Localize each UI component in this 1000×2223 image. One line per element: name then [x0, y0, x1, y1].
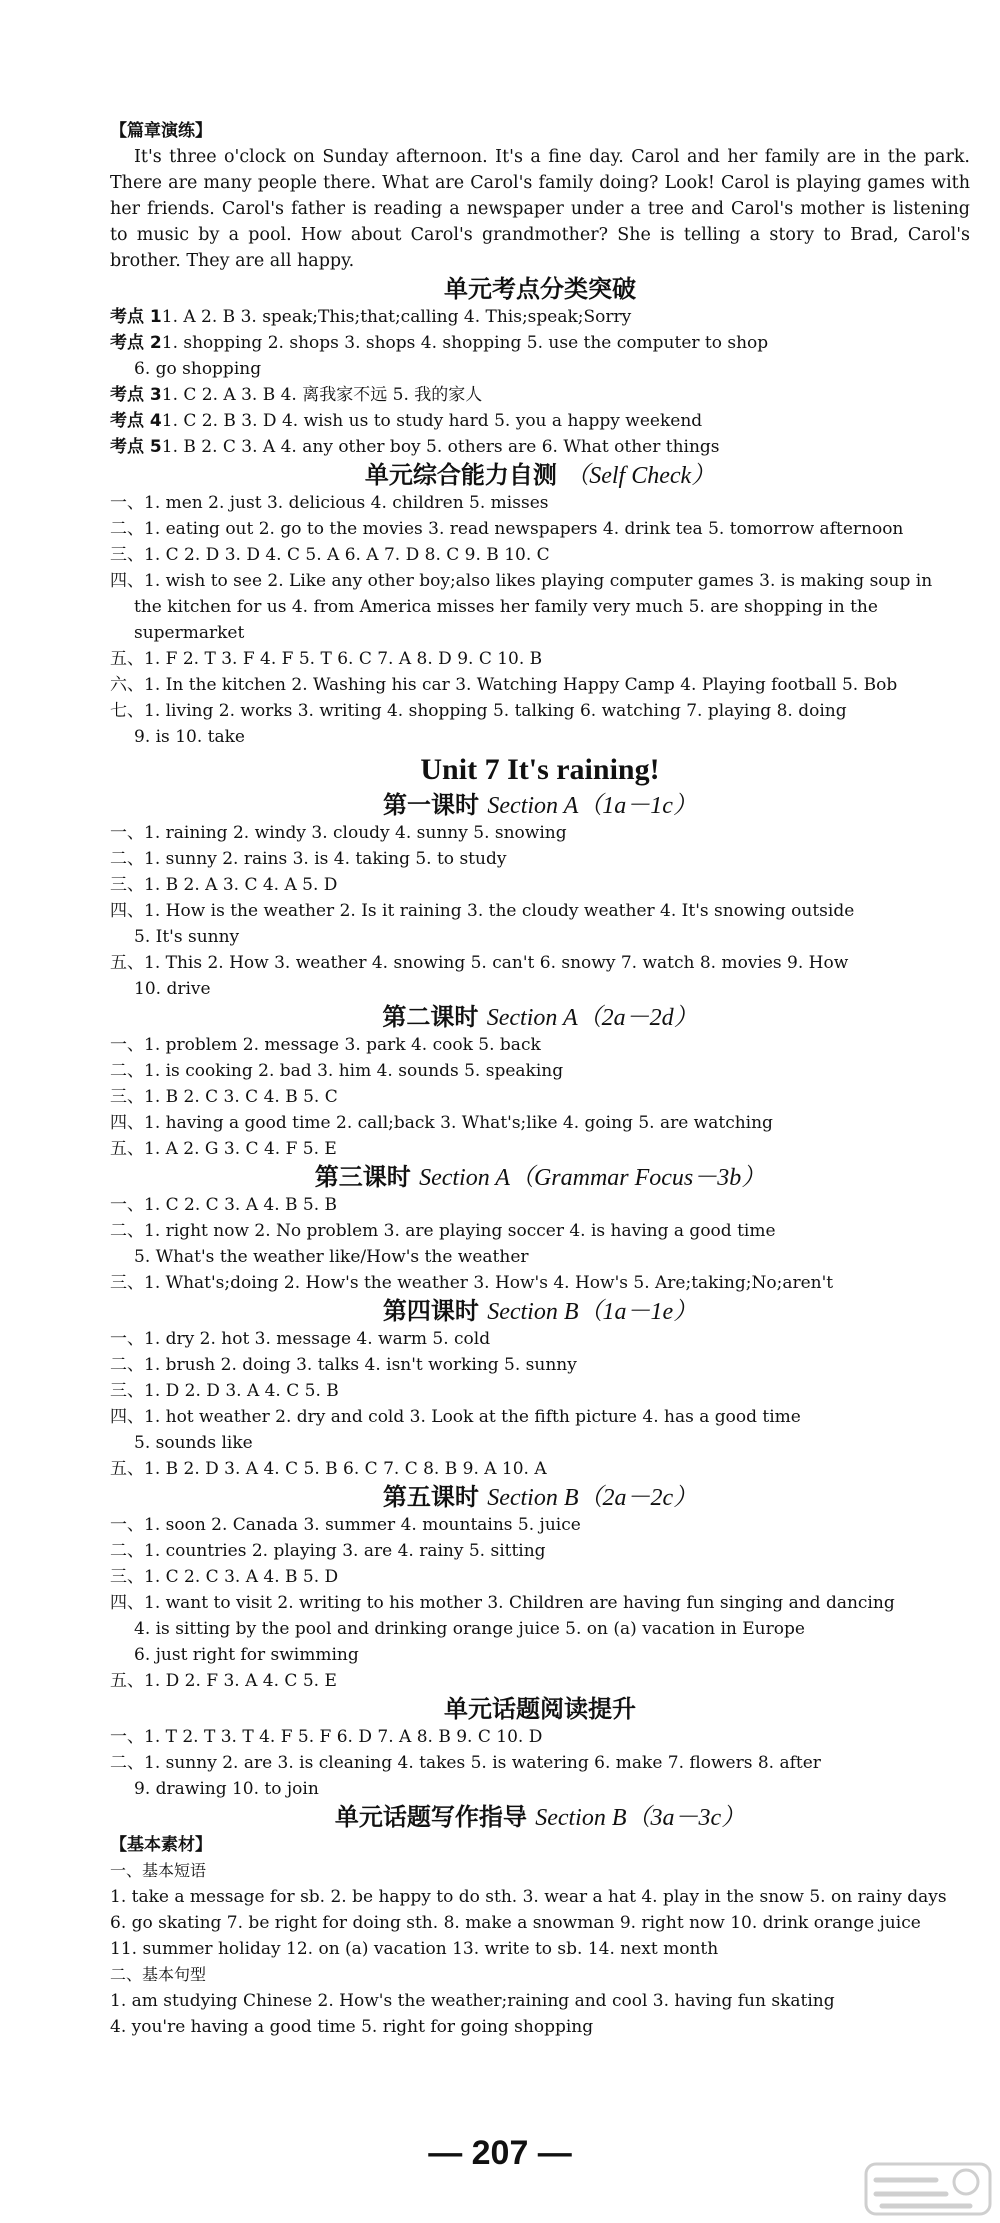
section-title: 单元话题阅读提升 — [444, 1694, 636, 1723]
answer-line — [110, 1642, 970, 1668]
answer-text: 1. C 2. D 3. D 4. C 5. A 6. A 7. D 8. C 9. B 10. C — [144, 545, 550, 565]
answer-line — [110, 1616, 970, 1642]
phrases-subheading: 一、基本短语 — [110, 1861, 207, 1880]
section-title: 第二课时 — [382, 1002, 479, 1031]
answer-text: 1. How is the weather 2. Is it raining 3. the cloudy weather 4. It's snowing outside — [144, 901, 855, 921]
answer-text: 1. sunny 2. rains 3. is 4. taking 5. to study — [144, 849, 507, 869]
answer-text: 1. raining 2. windy 3. cloudy 4. sunny 5. snowing — [144, 823, 567, 843]
answer-text: 1. eating out 2. go to the movies 3. read newspapers 4. drink tea 5. tomorrow afternoon — [144, 519, 904, 539]
answer-line — [110, 846, 970, 872]
answer-text: 1. A 2. G 3. C 4. F 5. E — [144, 1139, 337, 1159]
answer-label: 二、 — [110, 849, 144, 869]
answer-line — [110, 646, 970, 672]
answer-text: 1. D 2. F 3. A 4. C 5. E — [144, 1671, 337, 1691]
answer-line — [110, 1404, 970, 1430]
answer-line — [110, 1776, 970, 1802]
answer-line — [110, 1378, 970, 1404]
answer-label: 六、 — [110, 675, 144, 695]
answer-text: 1. brush 2. doing 3. talks 4. isn't working 5. sunny — [144, 1355, 577, 1375]
answer-line — [110, 1564, 970, 1590]
answer-line — [110, 672, 970, 698]
answer-text: 10. drive — [134, 979, 211, 999]
section-subtitle: Section B（3a－3c） — [535, 1805, 746, 1831]
section-title: 单元综合能力自测 — [364, 460, 557, 489]
answer-text: 1. wish to see 2. Like any other boy;also likes playing computer games 3. is making soup in — [144, 571, 933, 591]
answer-text: 1. A 2. B 3. speak;This;that;calling 4. This;speak;Sorry — [161, 307, 632, 327]
section-subtitle: Section B（2a－2c） — [487, 1485, 698, 1511]
answer-label: 一、 — [110, 823, 144, 843]
answer-text: 1. is cooking 2. bad 3. him 4. sounds 5. speaking — [144, 1061, 564, 1081]
answer-text: 9. is 10. take — [134, 727, 245, 747]
answer-line — [110, 1270, 970, 1296]
sentence-line: 1. am studying Chinese 2. How's the weather;raining and cool 3. having fun skating — [110, 1991, 835, 2011]
sentence-line: 4. you're having a good time 5. right for going shopping — [110, 2017, 594, 2037]
answer-line — [110, 568, 970, 594]
section-heading — [110, 1482, 970, 1512]
answer-text: 1. hot weather 2. dry and cold 3. Look at the fifth picture 4. has a good time — [144, 1407, 801, 1427]
answer-line — [110, 490, 970, 516]
answer-line — [110, 1192, 970, 1218]
answer-label: 三、 — [110, 1087, 144, 1107]
answer-text: 1. sunny 2. are 3. is cleaning 4. takes 5. is watering 6. make 7. flowers 8. after — [144, 1753, 821, 1773]
section-subtitle: Section A（2a－2d） — [486, 1005, 698, 1031]
answer-line — [110, 1352, 970, 1378]
section-heading — [110, 750, 970, 790]
phrase-line: 1. take a message for sb. 2. be happy to do sth. 3. wear a hat 4. play in the snow 5. on rainy days — [110, 1887, 947, 1907]
answer-text: 9. drawing 10. to join — [134, 1779, 319, 1799]
passage-text: It's three o'clock on Sunday afternoon. It's a fine day. Carol and her family are in the park. There are many people there. What are Carol's family doing? Look! Carol is playing games with her friends. Carol's father is reading a newspaper under a tree and Carol's mother is listening to music by a pool. How about Carol's grandmother? She is telling a story to Brad, Carol's brother. They are all happy. — [110, 147, 970, 271]
answer-line — [110, 1084, 970, 1110]
answer-line — [110, 1724, 970, 1750]
answer-text: 1. soon 2. Canada 3. summer 4. mountains 5. juice — [144, 1515, 581, 1535]
answer-line — [110, 898, 970, 924]
answer-line — [110, 1668, 970, 1694]
watermark-logo — [862, 2160, 994, 2218]
answer-label: 四、 — [110, 1113, 144, 1133]
answer-text: 1. right now 2. No problem 3. are playing soccer 4. is having a good time — [144, 1221, 776, 1241]
answer-label: 一、 — [110, 1035, 144, 1055]
answer-line — [110, 1218, 970, 1244]
answer-line — [110, 620, 970, 646]
answer-label: 考点 2 — [110, 333, 162, 353]
answer-text: 1. F 2. T 3. F 4. F 5. T 6. C 7. A 8. D 9. C 10. B — [144, 649, 543, 669]
section-title: 单元话题写作指导 — [334, 1802, 527, 1831]
sentences-subheading: 二、基本句型 — [110, 1965, 207, 1984]
section-heading — [110, 1296, 970, 1326]
section-heading — [110, 1002, 970, 1032]
section-title: 第三课时 — [314, 1162, 411, 1191]
answer-text: 1. D 2. D 3. A 4. C 5. B — [144, 1381, 339, 1401]
passage-tag: 【篇章演练】 — [110, 121, 212, 141]
answer-label: 五、 — [110, 953, 144, 973]
section-title: 第五课时 — [382, 1482, 479, 1511]
answer-text: supermarket — [134, 623, 245, 643]
answer-text: 6. go shopping — [134, 359, 262, 379]
answer-line — [110, 950, 970, 976]
answer-text: 5. sounds like — [134, 1433, 253, 1453]
answer-label: 七、 — [110, 701, 144, 721]
answer-line — [110, 516, 970, 542]
answer-text: 1. This 2. How 3. weather 4. snowing 5. can't 6. snowy 7. watch 8. movies 9. How — [144, 953, 849, 973]
answer-line — [110, 1750, 970, 1776]
answer-text: 5. What's the weather like/How's the weather — [134, 1247, 529, 1267]
answer-label: 四、 — [110, 1593, 144, 1613]
answer-line — [110, 1512, 970, 1538]
answer-label: 考点 1 — [110, 307, 162, 327]
answer-line — [110, 434, 970, 460]
answer-line — [110, 1058, 970, 1084]
page-number: — 207 — — [428, 2134, 572, 2172]
answer-label: 一、 — [110, 1727, 144, 1747]
answer-label: 考点 4 — [110, 411, 162, 431]
answer-text: 5. It's sunny — [134, 927, 240, 947]
answer-text: 1. problem 2. message 3. park 4. cook 5. back — [144, 1035, 541, 1055]
answer-line — [110, 1538, 970, 1564]
answer-text: 1. shopping 2. shops 3. shops 4. shopping 5. use the computer to shop — [161, 333, 769, 353]
writing-guide — [110, 1832, 970, 2040]
answer-text: 1. What's;doing 2. How's the weather 3. How's 4. How's 5. Are;taking;No;aren't — [144, 1273, 834, 1293]
phrase-line: 6. go skating 7. be right for doing sth. 8. make a snowman 9. right now 10. drink orange juice — [110, 1913, 921, 1933]
section-heading — [110, 274, 970, 304]
answer-line — [110, 1456, 970, 1482]
section-heading — [110, 790, 970, 820]
section-heading — [110, 1694, 970, 1724]
section-subtitle: （Self Check） — [565, 463, 716, 489]
answer-line — [110, 1110, 970, 1136]
answer-label: 二、 — [110, 1355, 144, 1375]
answer-label: 五、 — [110, 649, 144, 669]
answer-label: 四、 — [110, 571, 144, 591]
answer-text: 1. T 2. T 3. T 4. F 5. F 6. D 7. A 8. B 9. C 10. D — [144, 1727, 543, 1747]
answer-line — [110, 594, 970, 620]
answer-line — [110, 924, 970, 950]
answer-label: 三、 — [110, 1567, 144, 1587]
answer-line — [110, 1244, 970, 1270]
answer-text: 1. B 2. A 3. C 4. A 5. D — [144, 875, 338, 895]
answer-text: 1. In the kitchen 2. Washing his car 3. Watching Happy Camp 4. Playing football 5. Bob — [144, 675, 898, 695]
phrase-list — [110, 1884, 970, 1962]
answer-label: 五、 — [110, 1671, 144, 1691]
section-heading — [110, 1162, 970, 1192]
answer-sections — [110, 274, 970, 1832]
answer-text: 1. living 2. works 3. writing 4. shopping 5. talking 6. watching 7. playing 8. doing — [144, 701, 847, 721]
answer-label: 三、 — [110, 1381, 144, 1401]
answer-label: 三、 — [110, 875, 144, 895]
answer-line — [110, 872, 970, 898]
answer-label: 二、 — [110, 1061, 144, 1081]
answer-label: 考点 5 — [110, 437, 162, 457]
answer-label: 一、 — [110, 493, 144, 513]
answer-line — [110, 408, 970, 434]
section-subtitle: Section B（1a－1e） — [487, 1299, 698, 1325]
answer-line — [110, 820, 970, 846]
answer-line — [110, 330, 970, 356]
answer-line — [110, 1032, 970, 1058]
phrase-line: 11. summer holiday 12. on (a) vacation 13. write to sb. 14. next month — [110, 1939, 719, 1959]
answer-label: 五、 — [110, 1139, 144, 1159]
answer-label: 五、 — [110, 1459, 144, 1479]
answer-line — [110, 976, 970, 1002]
section-subtitle: Section A（1a－1c） — [487, 793, 697, 819]
writing-tag: 【基本素材】 — [110, 1835, 212, 1855]
answer-line — [110, 304, 970, 330]
answer-line — [110, 1136, 970, 1162]
answer-text: 1. countries 2. playing 3. are 4. rainy 5. sitting — [144, 1541, 546, 1561]
answer-text: 4. is sitting by the pool and drinking orange juice 5. on (a) vacation in Europe — [134, 1619, 805, 1639]
section-title: 第一课时 — [383, 790, 480, 819]
answer-label: 二、 — [110, 1541, 144, 1561]
answer-label: 三、 — [110, 545, 144, 565]
section-title: 单元考点分类突破 — [444, 274, 636, 303]
answer-line — [110, 724, 970, 750]
answer-text: 1. dry 2. hot 3. message 4. warm 5. cold — [144, 1329, 491, 1349]
answer-text: 1. C 2. A 3. B 4. 离我家不远 5. 我的家人 — [161, 385, 483, 405]
answer-text: 1. C 2. B 3. D 4. wish us to study hard 5. you a happy weekend — [161, 411, 703, 431]
answer-text: 1. B 2. C 3. C 4. B 5. C — [144, 1087, 338, 1107]
answer-label: 二、 — [110, 1753, 144, 1773]
answer-text: 6. just right for swimming — [134, 1645, 359, 1665]
answer-label: 考点 3 — [110, 385, 162, 405]
answer-line — [110, 1326, 970, 1352]
answer-label: 一、 — [110, 1195, 144, 1215]
answer-text: 1. C 2. C 3. A 4. B 5. D — [144, 1567, 339, 1587]
answer-label: 一、 — [110, 1515, 144, 1535]
section-heading — [110, 1802, 970, 1832]
answer-text: 1. B 2. C 3. A 4. any other boy 5. others are 6. What other things — [161, 437, 720, 457]
answer-text: 1. want to visit 2. writing to his mother 3. Children are having fun singing and dancing — [144, 1593, 895, 1613]
section-subtitle: Section A（Grammar Focus－3b） — [419, 1165, 766, 1191]
section-heading — [110, 460, 970, 490]
answer-line — [110, 1430, 970, 1456]
answer-text: 1. B 2. D 3. A 4. C 5. B 6. C 7. C 8. B 9. A 10. A — [144, 1459, 547, 1479]
sentence-list — [110, 1988, 970, 2040]
answer-label: 一、 — [110, 1329, 144, 1349]
answer-text: 1. men 2. just 3. delicious 4. children 5. misses — [144, 493, 549, 513]
answer-line — [110, 698, 970, 724]
answer-line — [110, 1590, 970, 1616]
answer-label: 四、 — [110, 1407, 144, 1427]
answer-line — [110, 356, 970, 382]
section-title: 第四课时 — [382, 1296, 479, 1325]
section-title: Unit 7 It's raining! — [420, 753, 660, 786]
answer-line — [110, 542, 970, 568]
answer-text: 1. C 2. C 3. A 4. B 5. B — [144, 1195, 338, 1215]
answer-label: 三、 — [110, 1273, 144, 1293]
answer-label: 二、 — [110, 1221, 144, 1241]
answer-page — [110, 118, 970, 2040]
answer-label: 四、 — [110, 901, 144, 921]
answer-text: the kitchen for us 4. from America misses her family very much 5. are shopping in the — [134, 597, 878, 617]
answer-label: 二、 — [110, 519, 144, 539]
answer-text: 1. having a good time 2. call;back 3. What's;like 4. going 5. are watching — [144, 1113, 773, 1133]
answer-line — [110, 382, 970, 408]
